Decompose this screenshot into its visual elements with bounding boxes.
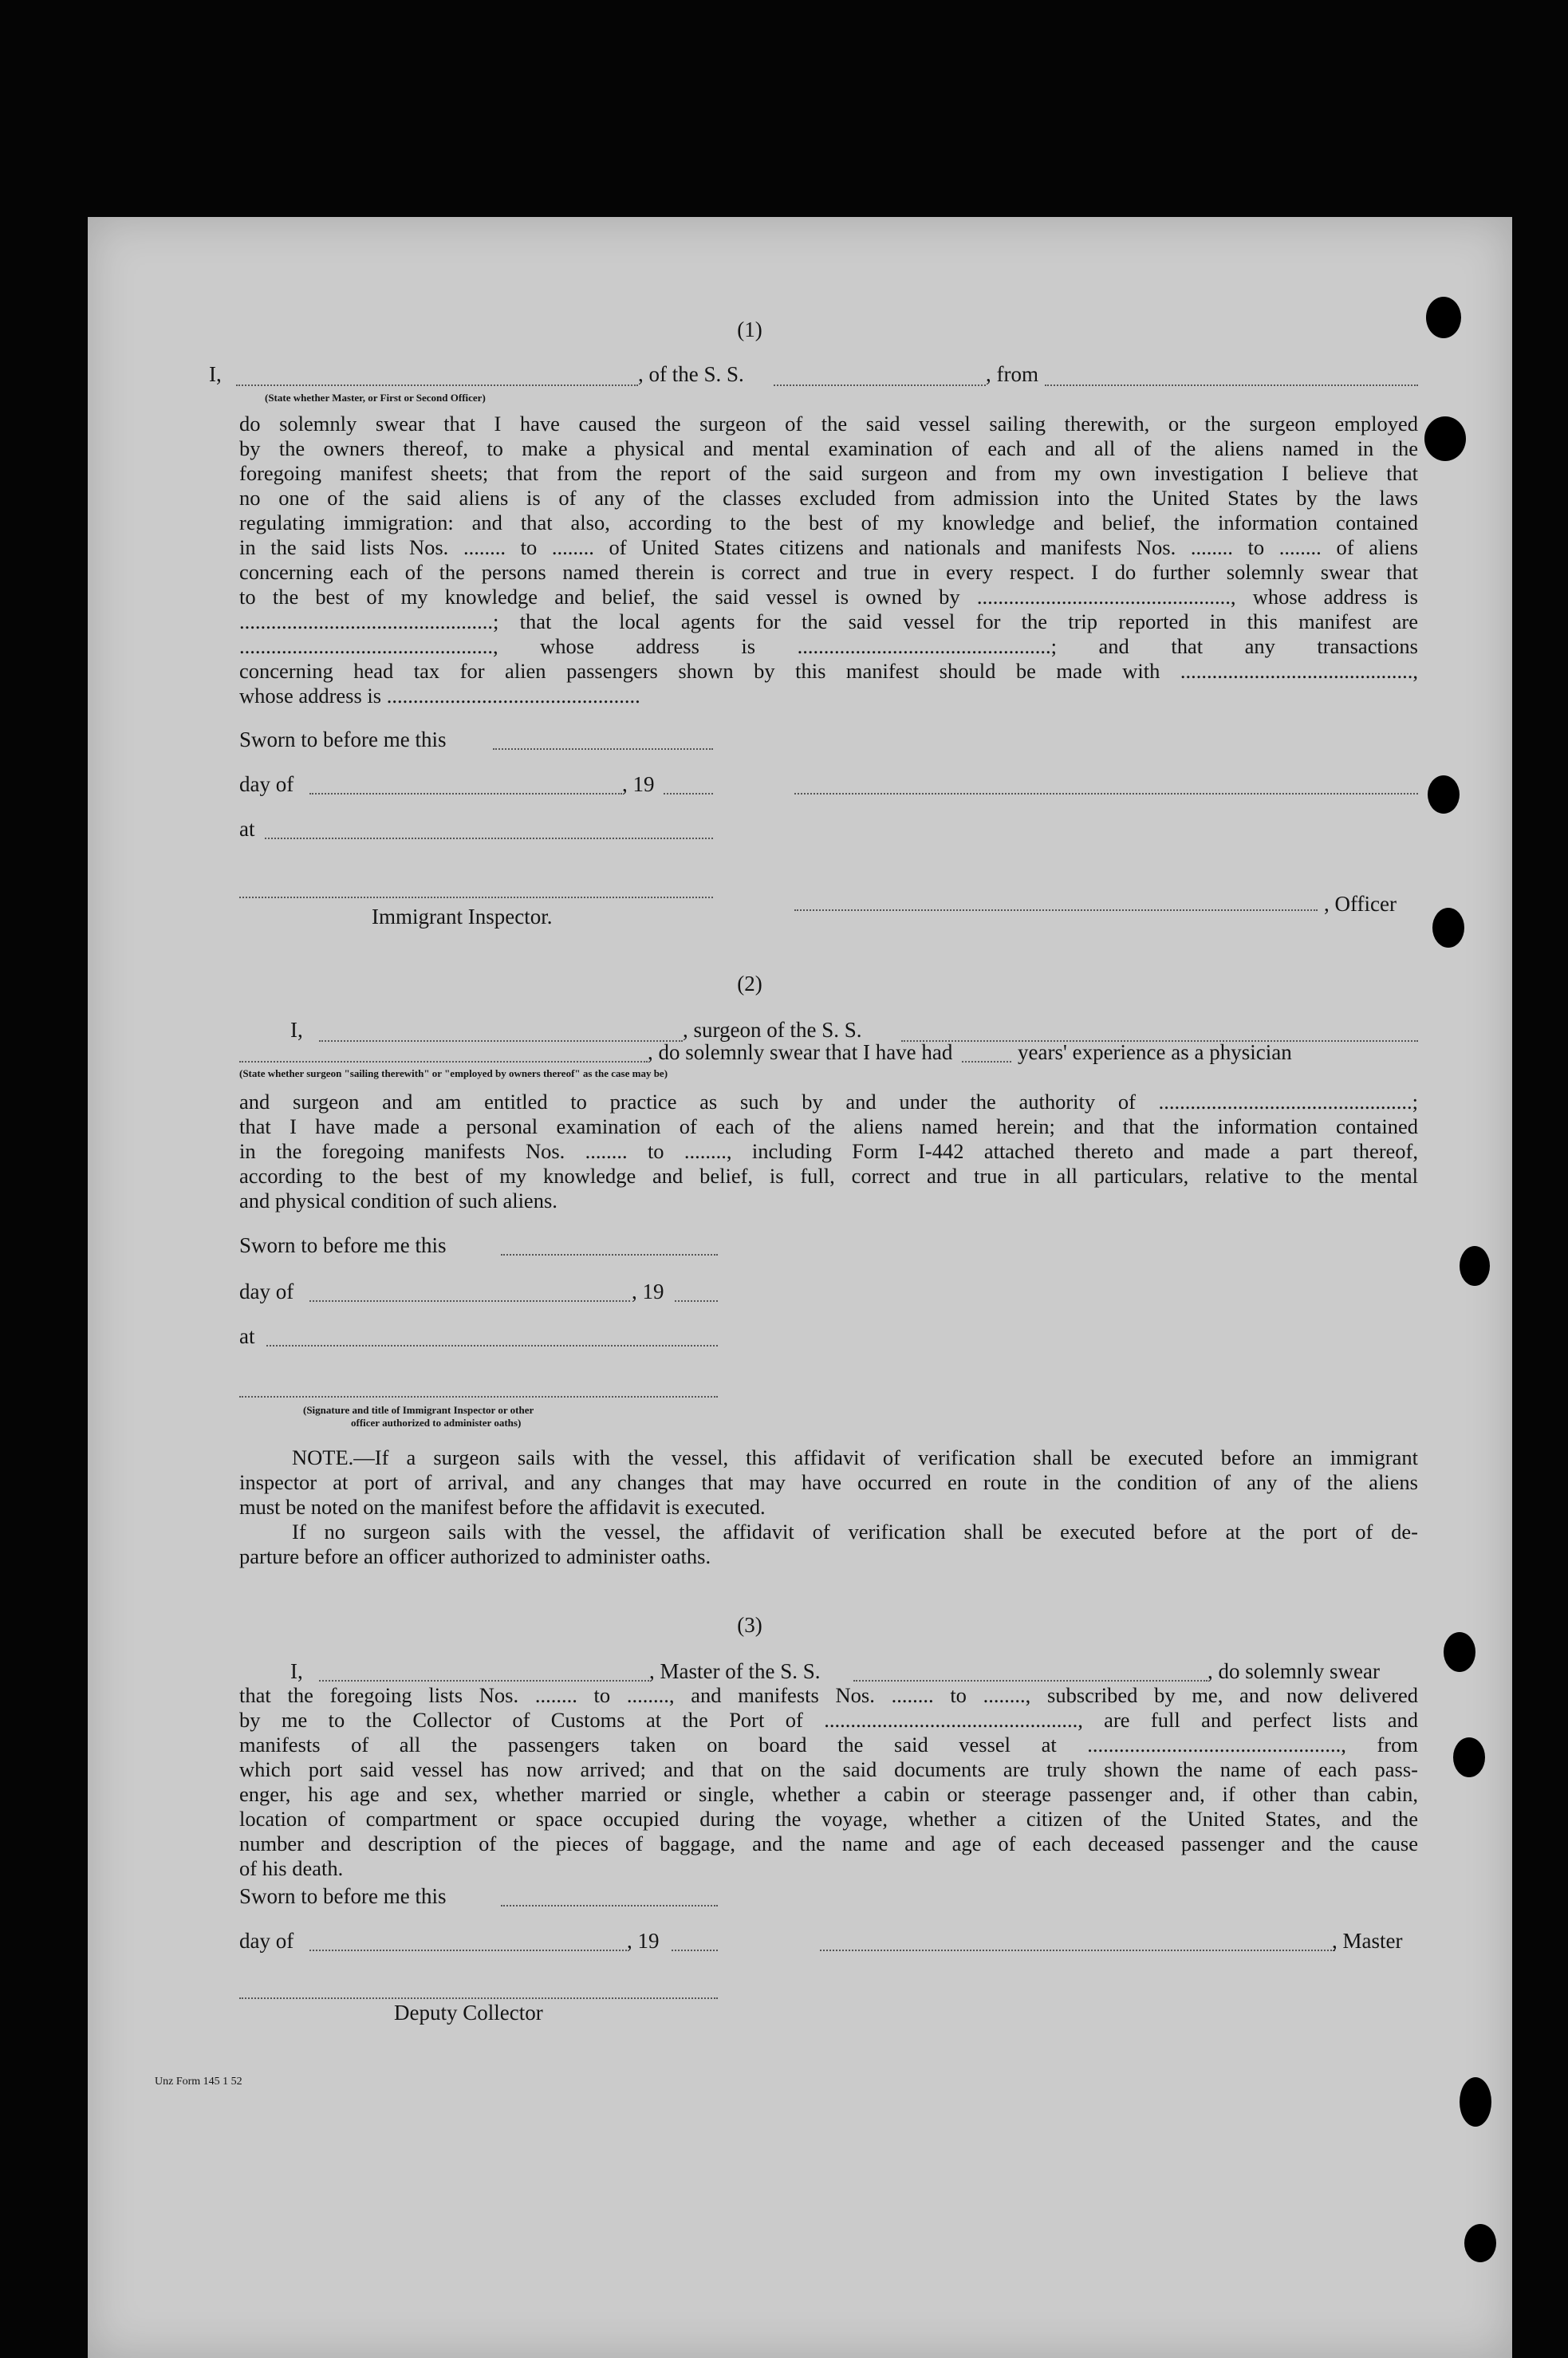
label-master: , Master bbox=[1332, 1929, 1403, 1953]
field-from-port[interactable] bbox=[1045, 384, 1418, 386]
note-surgeon-type: (State whether surgeon "sailing therewith" or "employed by owners thereof" as the case may be) bbox=[239, 1067, 668, 1079]
note-state-rank: (State whether Master, or First or Second Officer) bbox=[265, 392, 486, 404]
punch-hole bbox=[1424, 416, 1466, 461]
document-page bbox=[88, 217, 1512, 2358]
punch-hole bbox=[1426, 297, 1461, 338]
field-place[interactable] bbox=[266, 1345, 718, 1347]
field-year[interactable] bbox=[672, 1950, 718, 1951]
field-vessel-name[interactable] bbox=[774, 384, 986, 386]
officer-signature-line[interactable] bbox=[794, 909, 1318, 911]
punch-hole bbox=[1453, 1737, 1485, 1777]
signature-note: (Signature and title of Immigrant Inspector or other bbox=[303, 1404, 534, 1416]
label-years: years' experience as a physician bbox=[1018, 1040, 1292, 1064]
label-from: , from bbox=[986, 362, 1038, 386]
punch-hole bbox=[1460, 1246, 1490, 1286]
label-at: at bbox=[239, 817, 255, 841]
label-officer: , Officer bbox=[1324, 892, 1397, 916]
label-day-of: day of bbox=[239, 1280, 294, 1303]
field-year[interactable] bbox=[675, 1300, 718, 1302]
field-surgeon-name[interactable] bbox=[319, 1040, 683, 1042]
field-day[interactable] bbox=[309, 1950, 627, 1951]
label-i: I, bbox=[290, 1018, 303, 1042]
field-place[interactable] bbox=[265, 838, 713, 839]
section1-paragraph: do solemnly swear that I have caused the surgeon of the said vessel sailing therewith, or the surgeon employed by the owners thereof, to make a physical and mental examination of each and all of the aliens named in the foregoing manifest sheets; that from the report of the said surgeon and from my own investigation I believe that no one of the said aliens is of any of the classes excluded from admission into the United States by the laws regulating immigration: and that also, according to the best of my knowledge and belief, the information contained in the said lists Nos. ........ to ........ of United States citizens and nationals and manifests Nos. ........ to ........ of aliens concerning each of the persons named therein is correct and true in every respect. I do further solemnly swear that to the best of my knowledge and belief, the said vessel is owned by ................................................, whose address is ................................................; that the local agents for the said vessel for the trip reported in this manifest are ................................................, whose address is ................................................; and that any transactions concerning head tax for alien passengers shown by this manifest should be made with ............................................, whose address is ................................................ bbox=[239, 412, 1418, 708]
label-surgeon-of: , surgeon of the S. S. bbox=[683, 1018, 862, 1042]
note-paragraph: NOTE.—If a surgeon sails with the vessel, this affidavit of verification shall be executed before an immigrant inspector at port of arrival, and any changes that may have occurred en route in the condition of any of the aliens must be noted on the manifest before the affidavit is executed. If no surgeon sails with the vessel, the affidavit of verification shall be executed before at the port of de- parture before an officer authorized to administer oaths. bbox=[239, 1445, 1418, 1568]
label-swear: , do solemnly swear that I have had bbox=[648, 1040, 953, 1064]
label-immigrant-inspector: Immigrant Inspector. bbox=[372, 905, 553, 929]
field-sworn-date[interactable] bbox=[493, 748, 713, 750]
label-19: , 19 bbox=[627, 1929, 660, 1953]
punch-hole bbox=[1464, 2224, 1496, 2262]
label-master-of: , Master of the S. S. bbox=[649, 1659, 821, 1683]
label-sworn: Sworn to before me this bbox=[239, 1233, 447, 1257]
label-19: , 19 bbox=[632, 1280, 664, 1303]
field-master-name[interactable] bbox=[319, 1680, 649, 1682]
label-swear: , do solemnly swear bbox=[1208, 1659, 1380, 1683]
label-sworn: Sworn to before me this bbox=[239, 728, 447, 751]
label-at: at bbox=[239, 1324, 255, 1348]
field-officer-rank[interactable] bbox=[236, 384, 638, 386]
master-signature-line[interactable] bbox=[820, 1950, 1335, 1951]
label-i: I, bbox=[209, 362, 222, 386]
punch-hole bbox=[1460, 2077, 1491, 2127]
signature-line[interactable] bbox=[794, 793, 1418, 795]
section-number: (2) bbox=[737, 972, 762, 996]
form-id: Unz Form 145 1 52 bbox=[155, 2076, 242, 2088]
punch-hole bbox=[1444, 1632, 1475, 1672]
field-years[interactable] bbox=[962, 1061, 1011, 1063]
field-vessel-name-3[interactable] bbox=[853, 1680, 1208, 1682]
punch-hole bbox=[1432, 908, 1464, 948]
section-number: (3) bbox=[737, 1613, 762, 1637]
label-day-of: day of bbox=[239, 1929, 294, 1953]
field-sworn-date[interactable] bbox=[501, 1254, 718, 1256]
label-of-ss: , of the S. S. bbox=[638, 362, 744, 386]
section2-paragraph: and surgeon and am entitled to practice as such by and under the authority of ................................................; that I have made a personal examination of each of the aliens named herein; and that the information contained in the foregoing manifests Nos. ........ to ........, including Form I-442 attached thereto and made a part thereof, according to the best of my knowledge and belief, is full, correct and true in all particulars, relative to the mental and physical condition of such aliens. bbox=[239, 1090, 1418, 1213]
collector-signature-line[interactable] bbox=[239, 1997, 718, 1999]
label-19: , 19 bbox=[622, 772, 655, 796]
section-number: (1) bbox=[737, 317, 762, 341]
field-year[interactable] bbox=[664, 793, 713, 795]
signature-note: officer authorized to administer oaths) bbox=[351, 1417, 522, 1429]
section3-paragraph: that the foregoing lists Nos. ........ to ........, and manifests Nos. ........ to ........, subscribed by me, and now delivered by me to the Collector of Customs at the Port of ................................................, are full and perfect lists and manifests of all the passengers taken on board the said vessel at ................................................, from which port said vessel has now arrived; and that on the said documents are truly shown the name of each pass- enger, his age and sex, whether married or single, whether a cabin or steerage passenger and, if other than cabin, location of compartment or space occupied during the voyage, whether a citizen of the United States, and the number and description of the pieces of baggage, and the name and age of each deceased passenger and the cause of his death. bbox=[239, 1683, 1418, 1880]
field-day[interactable] bbox=[309, 1300, 630, 1302]
label-day-of: day of bbox=[239, 772, 294, 796]
field-surgeon-type[interactable] bbox=[239, 1061, 648, 1063]
field-sworn-date[interactable] bbox=[501, 1905, 718, 1907]
label-sworn: Sworn to before me this bbox=[239, 1884, 447, 1908]
inspector-signature-line[interactable] bbox=[239, 1396, 718, 1398]
field-day[interactable] bbox=[309, 793, 622, 795]
punch-hole bbox=[1428, 775, 1460, 814]
label-i: I, bbox=[290, 1659, 303, 1683]
label-deputy-collector: Deputy Collector bbox=[394, 2001, 543, 2025]
inspector-signature-line[interactable] bbox=[239, 897, 713, 898]
